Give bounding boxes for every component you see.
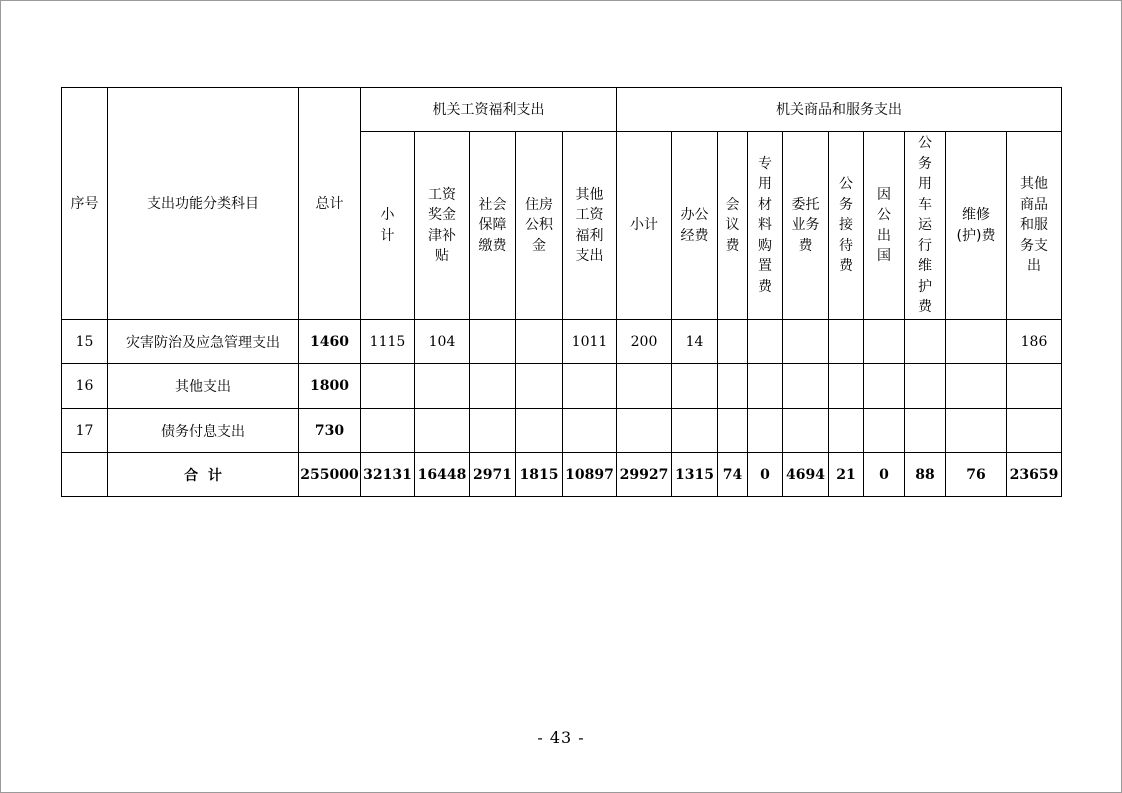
header-official-abroad-label: 因公出国 xyxy=(877,186,891,264)
header-other-goods-label: 其他商品和服务支出 xyxy=(1020,176,1048,275)
header-entrusted-business xyxy=(783,132,829,320)
total-row-cell: 1815 xyxy=(516,453,563,497)
row-cell xyxy=(783,320,829,364)
total-row-seq xyxy=(62,453,108,497)
total-row-cell: 2971 xyxy=(470,453,516,497)
header-entrusted-business-label: 委托业务费 xyxy=(791,196,820,254)
row-cell: 14 xyxy=(672,320,718,364)
row-seq: 15 xyxy=(62,320,108,364)
budget-table xyxy=(61,87,1062,497)
header-meeting-fee xyxy=(718,132,748,320)
row-total: 730 xyxy=(299,409,361,453)
header-goods-subtotal-label: 小计 xyxy=(630,217,658,234)
total-row-cell: 0 xyxy=(864,453,905,497)
header-goods-subtotal xyxy=(617,132,672,320)
row-cell xyxy=(415,409,470,453)
header-group-goods: 机关商品和服务支出 xyxy=(617,88,1062,132)
row-cell xyxy=(516,409,563,453)
header-reception-fee-label: 公务接待费 xyxy=(839,176,853,275)
header-other-wage xyxy=(563,132,617,320)
total-row-cell: 29927 xyxy=(617,453,672,497)
page-number: - 43 - xyxy=(537,728,585,747)
header-special-materials xyxy=(748,132,783,320)
header-other-wage-label: 其他工资福利支出 xyxy=(575,186,604,264)
total-row-cell: 32131 xyxy=(361,453,415,497)
row-cell xyxy=(783,409,829,453)
header-maintenance-label: 维修(护)费 xyxy=(956,207,996,244)
total-row-cell: 74 xyxy=(718,453,748,497)
row-subject: 灾害防治及应急管理支出 xyxy=(108,320,299,364)
row-cell xyxy=(946,320,1007,364)
row-cell xyxy=(718,409,748,453)
row-cell xyxy=(470,364,516,409)
header-row-group xyxy=(62,88,1062,132)
row-cell xyxy=(905,364,946,409)
header-reception-fee xyxy=(829,132,864,320)
row-cell xyxy=(864,409,905,453)
header-social-security xyxy=(470,132,516,320)
header-office-expense xyxy=(672,132,718,320)
total-row-cell: 16448 xyxy=(415,453,470,497)
row-cell xyxy=(617,364,672,409)
row-cell xyxy=(516,364,563,409)
header-seq: 序号 xyxy=(62,88,108,320)
total-row xyxy=(62,453,1062,497)
row-cell xyxy=(946,409,1007,453)
row-seq: 16 xyxy=(62,364,108,409)
header-social-security-label: 社会保障缴费 xyxy=(478,196,507,254)
header-group-wage: 机关工资福利支出 xyxy=(361,88,617,132)
row-cell xyxy=(516,320,563,364)
row-cell xyxy=(672,364,718,409)
header-special-materials-label: 专用材料购置费 xyxy=(758,155,772,295)
row-cell: 186 xyxy=(1007,320,1062,364)
header-housing-fund xyxy=(516,132,563,320)
row-cell xyxy=(783,364,829,409)
row-subject: 其他支出 xyxy=(108,364,299,409)
row-cell xyxy=(748,364,783,409)
header-wage-subtotal xyxy=(361,132,415,320)
table-row xyxy=(62,409,1062,453)
header-official-vehicle-label: 公务用车运行维护费 xyxy=(918,135,932,316)
row-cell xyxy=(748,320,783,364)
row-cell: 200 xyxy=(617,320,672,364)
table-row xyxy=(62,320,1062,364)
total-row-cell: 0 xyxy=(748,453,783,497)
header-maintenance xyxy=(946,132,1007,320)
row-cell: 1115 xyxy=(361,320,415,364)
total-row-cell: 88 xyxy=(905,453,946,497)
total-row-cell: 23659 xyxy=(1007,453,1062,497)
header-official-abroad xyxy=(864,132,905,320)
total-row-cell: 21 xyxy=(829,453,864,497)
row-cell xyxy=(563,409,617,453)
row-cell xyxy=(718,364,748,409)
row-cell xyxy=(829,364,864,409)
total-row-cell: 1315 xyxy=(672,453,718,497)
row-cell xyxy=(905,320,946,364)
row-subject: 债务付息支出 xyxy=(108,409,299,453)
row-cell xyxy=(864,320,905,364)
row-cell xyxy=(829,320,864,364)
header-wage-bonus xyxy=(415,132,470,320)
total-row-cell: 10897 xyxy=(563,453,617,497)
row-total: 1460 xyxy=(299,320,361,364)
row-cell xyxy=(829,409,864,453)
row-total: 1800 xyxy=(299,364,361,409)
total-row-total: 255000 xyxy=(299,453,361,497)
row-seq: 17 xyxy=(62,409,108,453)
row-cell xyxy=(672,409,718,453)
header-wage-bonus-label: 工资奖金津补贴 xyxy=(428,186,456,264)
header-wage-subtotal-label: 小计 xyxy=(380,207,395,244)
header-housing-fund-label: 住房公积金 xyxy=(525,196,553,254)
total-row-cell: 76 xyxy=(946,453,1007,497)
row-cell xyxy=(617,409,672,453)
row-cell xyxy=(415,364,470,409)
row-cell xyxy=(718,320,748,364)
table-row xyxy=(62,364,1062,409)
row-cell: 104 xyxy=(415,320,470,364)
row-cell: 1011 xyxy=(563,320,617,364)
header-subject: 支出功能分类科目 xyxy=(108,88,299,320)
row-cell xyxy=(361,364,415,409)
header-office-expense-label: 办公经费 xyxy=(680,207,709,244)
row-cell xyxy=(1007,409,1062,453)
row-cell xyxy=(905,409,946,453)
row-cell xyxy=(946,364,1007,409)
header-other-goods xyxy=(1007,132,1062,320)
header-total: 总计 xyxy=(299,88,361,320)
header-official-vehicle xyxy=(905,132,946,320)
row-cell xyxy=(563,364,617,409)
row-cell xyxy=(1007,364,1062,409)
total-row-cell: 4694 xyxy=(783,453,829,497)
row-cell xyxy=(470,320,516,364)
row-cell xyxy=(470,409,516,453)
row-cell xyxy=(361,409,415,453)
header-meeting-fee-label: 会议费 xyxy=(725,196,740,254)
row-cell xyxy=(864,364,905,409)
row-cell xyxy=(748,409,783,453)
total-row-label: 合 计 xyxy=(108,453,299,497)
